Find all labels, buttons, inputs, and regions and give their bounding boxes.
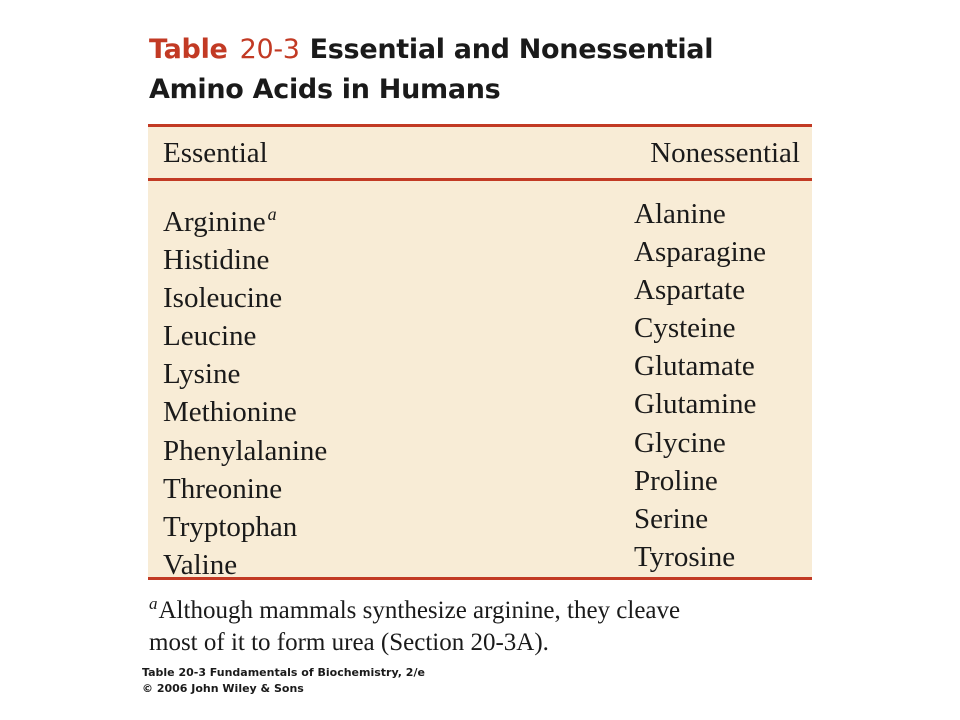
table-cell-essential: Valine — [163, 548, 238, 581]
table-cell-nonessential: Glycine — [634, 426, 726, 459]
footnote-marker: a — [267, 204, 277, 224]
table-cell-essential — [163, 195, 327, 241]
table-cell-nonessential: Alanine — [634, 198, 726, 230]
table-header-row — [148, 127, 812, 181]
amino-acid-table — [148, 124, 812, 580]
table-cell-nonessential: Proline — [634, 464, 718, 497]
title-label: Table — [149, 34, 228, 65]
credit-line-2: © 2006 John Wiley & Sons — [142, 682, 304, 695]
table-cell-nonessential: Aspartate — [634, 274, 746, 307]
title-text-line-1: Essential and Nonessential — [309, 34, 714, 65]
footnote-marker-symbol: a — [149, 594, 158, 613]
table-cell-nonessential: Cysteine — [634, 312, 736, 345]
title-number: 20-3 — [239, 34, 300, 65]
table-cell-essential: Threonine — [163, 472, 283, 505]
footnote-text-1: Although mammals synthesize arginine, they cleave — [158, 597, 681, 624]
table-cell-nonessential: Serine — [634, 502, 709, 535]
table-cell-essential: Lysine — [163, 358, 241, 391]
table-cell-essential: Phenylalanine — [163, 434, 328, 467]
header-nonessential: Nonessential — [650, 137, 800, 169]
table-cell-essential: Tryptophan — [163, 510, 298, 543]
table-cell-essential: Histidine — [163, 244, 270, 277]
table-cell-essential: Leucine — [163, 320, 257, 353]
footnote-line-1 — [149, 588, 680, 627]
table-cell-nonessential: Glutamate — [634, 350, 755, 383]
footnote-line-2: most of it to form urea (Section 20-3A). — [149, 629, 549, 656]
essential-name: Arginine — [163, 206, 266, 238]
table-title — [149, 30, 713, 110]
table-cell-essential: Isoleucine — [163, 282, 283, 315]
table-cell-nonessential: Tyrosine — [634, 540, 736, 573]
table-cell-essential: Methionine — [163, 396, 297, 429]
table-footnote — [149, 588, 680, 659]
table-cell-nonessential: Asparagine — [634, 236, 767, 269]
credit-line-1: Table 20-3 Fundamentals of Biochemistry, 2/e — [142, 666, 425, 679]
table-cell-nonessential: Glutamine — [634, 388, 757, 421]
essential-column — [163, 195, 327, 584]
source-credit — [142, 665, 425, 697]
title-line-1 — [149, 30, 713, 70]
header-essential: Essential — [163, 137, 268, 169]
nonessential-column — [634, 195, 766, 576]
title-text-line-2: Amino Acids in Humans — [149, 74, 501, 105]
